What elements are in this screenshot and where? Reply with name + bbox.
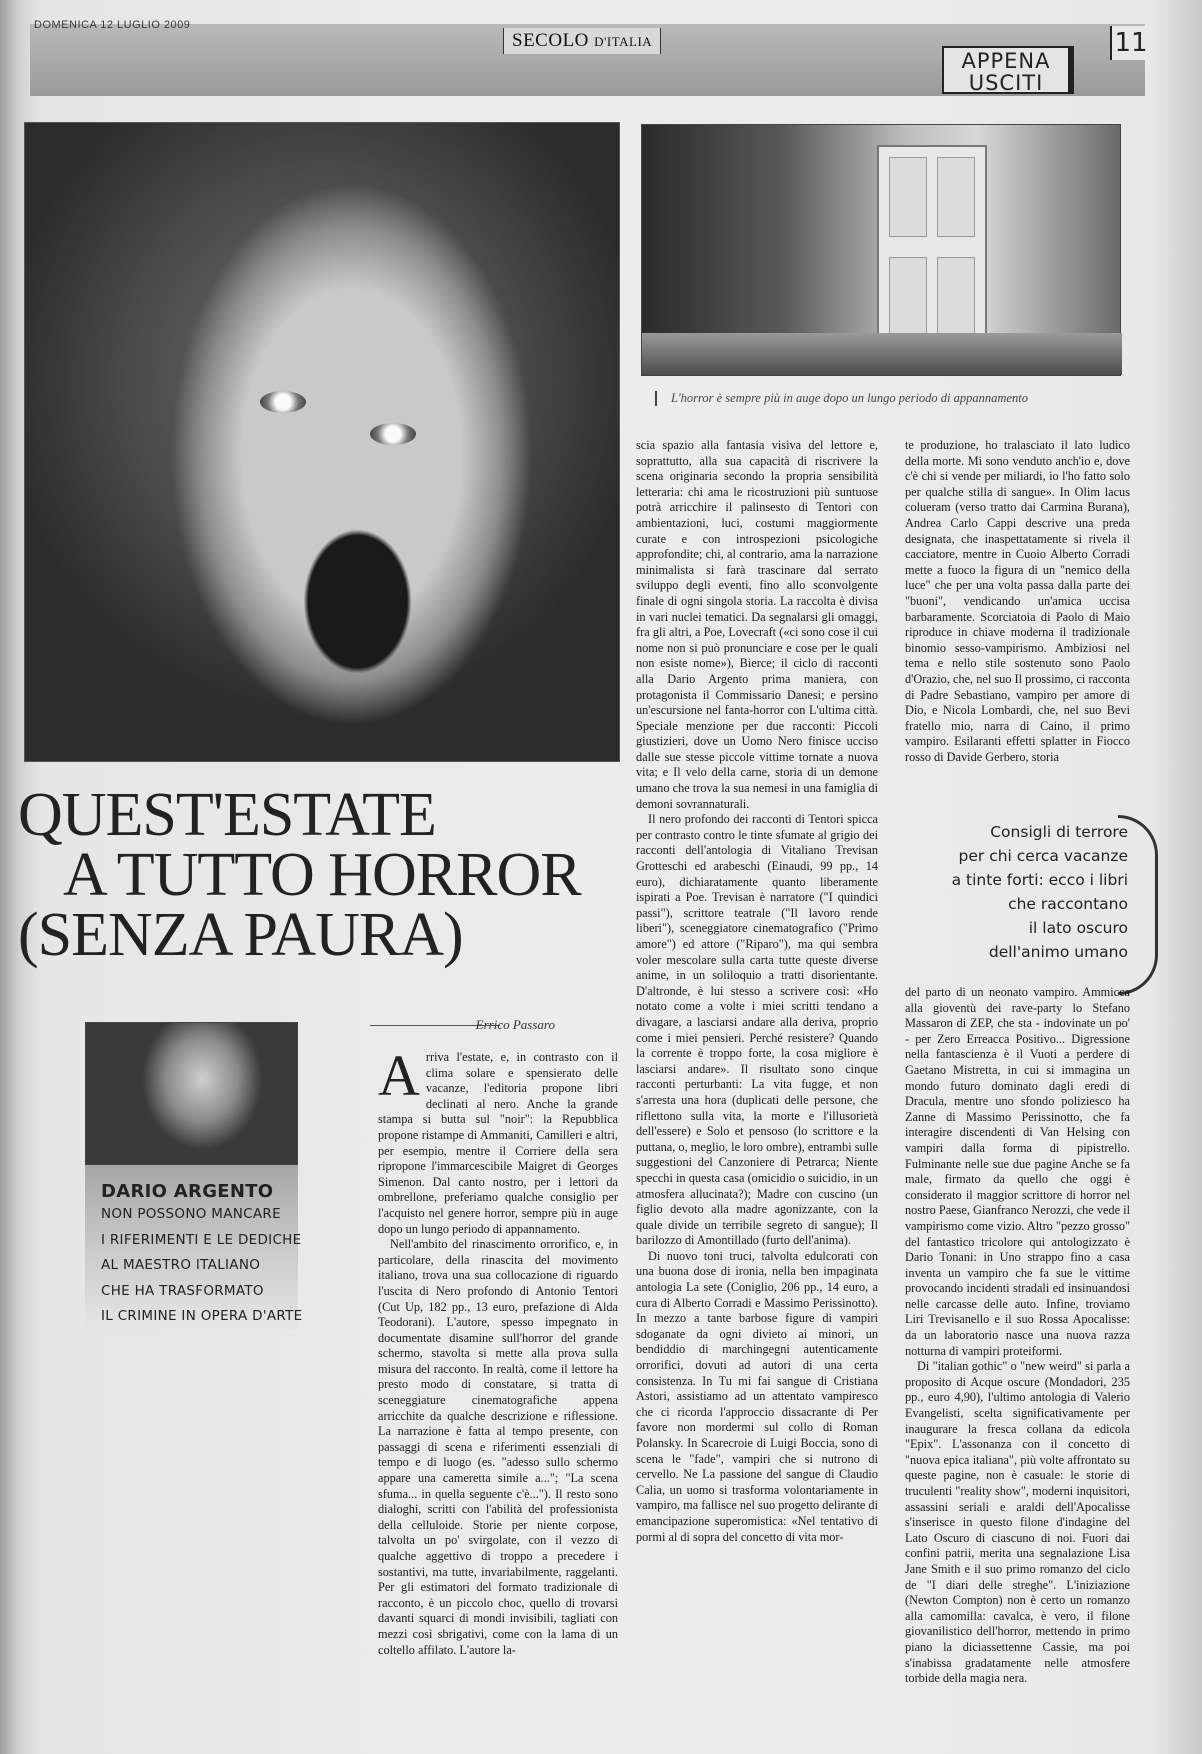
page-number: 11 <box>1110 26 1150 60</box>
headline-line3: (SENZA PAURA) <box>18 901 463 969</box>
door <box>877 145 987 353</box>
kicker-line: il lato oscuro <box>1028 919 1128 937</box>
newspaper-name <box>503 28 661 54</box>
argento-name: DARIO ARGENTO <box>101 1181 274 1202</box>
kicker-line: a tinte forti: ecco i libri <box>951 871 1128 889</box>
article-paragraph: Il nero profondo dei racconti di Tentori spicca per contrasto contro le tinte sfumate al grigio dei racconti dell'antologia di Vitaliano Trevisan Grotteschi ed arabeschi (Einaudi, 99 pp., 14 euro), dichiaratamente quanto liberamente ispirati a Poe. Trevisan è narratore ("I quindici passi"), scrittore teatrale ("Il lavoro rende liberi"), sceneggiatore cinematografico ("Primo amore") ed attore ("Riparo"), ma qui sembra voler mescolare sulla carta tutte queste diverse anime, in un soliloquio a tratti disorientante. D'altronde, è lui stesso a scrivere così: «Ho notato come a volte i miei scritti tendano a divagare, a lasciarsi andare alla deriva, proprio come i miei pensieri. Perché resistere? Quando la corrente è troppo forte, la cosa migliore è lasciarsi andare». Il risultato sono cinque racconti perturbanti: La vita fugge, et non s'arresta una hora (duplicati delle persone, che riflettono sulla vita, la morte e l'illusorietà dell'essere) e Solo et pensoso (lo scrittore e la puttana, o, meglio, le loro ombre), entrambi sulle suggestioni del Canzoniere di Petrarca; Niente specchi in questa casa (omicidio o suicidio, in un atmosfera allucinata?); Madre con cuscino (un figlio devoto alla madre agonizzante, con la quale divide un terribile segreto di sangue); Il barilozzo di Amontillado (furto dell'anima). <box>636 812 878 1248</box>
argento-caption-line: IL CRIMINE IN OPERA D'ARTE <box>101 1308 303 1324</box>
article-column-4 <box>905 985 1130 1740</box>
argento-caption-line: AL MAESTRO ITALIANO <box>101 1257 261 1273</box>
article-paragraph: te produzione, ho tralasciato il lato ludico della morte. Mi sono venduto anch'io e, dove c'è chi si vende per miliardi, io l'ho fatto solo per qualche stilla di sangue». In Olim lacus colueram (verso tratto dai Carmina Burana), Andrea Carlo Cappi descrive una preda designata, che inaspettatamente si rivela il cacciatore, mentre in Cuoio Alberto Corradi mette a fuoco la figura di un "nemico della luce" che per una volta passa dalla parte dei "buoni", vendicando un'amica uccisa barbaramente. Scorciatoia di Paolo di Maio riproduce in chiave moderna il tradizionale binomio sesso-vampirismo. Ambiziosi nel tema e nello stile sostenuto sono Paolo d'Orazio, che, nel suo Il prossimo, ci racconta di Padre Sebastiano, vampiro per amore di Dio, e Nicola Lombardi, che, nel suo Bevi fratello mio, narra di Caino, il primo vampiro. Esilaranti effetti splatter in Fiocco rosso di Davide Gerbero, storia <box>905 438 1130 764</box>
section-label-line2: USCITI <box>968 71 1044 95</box>
article-column-3 <box>905 438 1130 793</box>
article-column-2 <box>636 438 878 1740</box>
newspaper-name-main: SECOLO <box>512 30 589 51</box>
newspaper-name-small: D'ITALIA <box>594 34 653 49</box>
door-panel <box>889 157 927 237</box>
door-panel <box>937 257 975 337</box>
vampire-photo <box>24 122 620 762</box>
article-paragraph: scia spazio alla fantasia visiva del lettore e, soprattutto, alla sua capacità di riscrivere la scena originaria secondo la propria sensibilità letteraria: chi ama le ricostruzioni più suntuose potrà arricchire il palinsesto di Tentori con ambientazioni, luci, costumi maggiormente curate e con introspezioni psicologiche approfondite; chi, al contrario, ama la narrazione minimalista si farà trascinare dal serrato sviluppo degli eventi, fino allo sconvolgente finale di ogni singola storia. La raccolta è divisa in vari nuclei tematici. Da segnalarsi gli omaggi, fra gli altri, a Poe, Lovecraft («ci sono cose il cui nome non si può pronunciare e cose per le quali non esiste nome»), Bierce; il ciclo di racconti alla Dario Argento prima maniera, con protagonista il Commissario Danesi; e persino un'escursione nel fanta-horror con L'ultima città. Speciale menzione per due racconti: Piccoli giustizieri, dove un Uomo Nero finisce ucciso dalle sue stesse piccole vittime tornate a nuova vita; e Il velo della carne, storia di un demone umano che trova la sua nemesi in una famiglia di demoni sovrannaturali. <box>636 438 878 811</box>
kicker <box>900 820 1128 964</box>
argento-caption-line: NON POSSONO MANCARE <box>101 1206 281 1222</box>
article-paragraph: rriva l'estate, e, in contrasto con il clima solare e spensierato delle vacanze, l'editoria propone libri declinati al nero. Anche la grande stampa si butta sul "noir": la Repubblica propone ristampe di Ammaniti, Camilleri e altri, per esempio, mentre il Corriere della sera ripropone l'immarcescibile Maigret di Georges Simenon. Dal canto nostro, per i lettori da ombrellone, preferiamo qualche consiglio per l'acquisto nel genere horror, sempre più in auge dopo un lungo periodo di appannamento. <box>378 1050 618 1236</box>
section-label-line1: APPENA <box>961 49 1051 73</box>
door-panel <box>889 257 927 337</box>
article-paragraph: Di nuovo toni truci, talvolta edulcorati con una buona dose di ironia, nella ben impaginata antologia La sete (Coniglio, 206 pp., 14 euro, a cura di Alberto Corradi e Massimo Perissinotto). In mezzo a tante barbose figure di vampiri sdoganate da ogni divieto ai minori, un bendiddio di marchingegni autenticamente orrorifici, dovuti ad autori di una certa consistenza. In Tu mi fai sangue di Cristiana Astori, assistiamo ad un attentato vampiresco che ci ricorda l'approccio dissacrante di Per favore non mordermi sul collo di Roman Polansky. In Scarecroie di Luigi Boccia, sono di scena le "fade", vampiri che si nutrono di cervello. Ne La passione del sangue di Claudio Calia, un uomo si trasforma volontariamente in vampiro, ma fallisce nel suo progetto delirante di emancipazione superomistica: «Nel tentativo di pormi al di sopra del concetto di vita mor- <box>636 1248 878 1544</box>
section-label <box>942 46 1074 94</box>
vampire-eye-left <box>260 391 306 413</box>
byline: Errico Passaro <box>475 1017 555 1032</box>
argento-caption-line: I RIFERIMENTI E LE DEDICHE <box>101 1231 302 1248</box>
door-panel <box>937 157 975 237</box>
headline-line2: A TUTTO HORROR <box>63 841 581 909</box>
headline-line1: QUEST'ESTATE <box>18 781 436 849</box>
article-paragraph: Di "italian gothic" o "new weird" si parla a proposito di Acque oscure (Mondadori, 235 pp., euro 4,90), l'ultimo antologia di Valerio Evangelisti, scelta significativamente per inaugurare la fresca collana da edicola "Epix". L'assonanza con il concetto di "nuova epica italiana", più volte affrontato su queste pagine, non è casuale: le storie di truculenti "reality show", moderni inquisitori, assassini seriali e araldi dell'Apocalisse s'inserisce in questo filone d'indagine del Lato Oscuro di ciascuno di noi. Fuori dai confini patrii, merita una segnalazione Lisa Jane Smith e il suo primo romanzo del ciclo de "I diari delle streghe". L'iniziazione (Newton Compton) non è certo un romanzo alla camomilla: cavalca, è vero, il filone giovanilistico dell'horror, mettendo in primo piano la diciassettenne Cassie, ma poi s'inabissa gradatamente nelle atmosfere torbide della magia nera. <box>905 1359 1130 1686</box>
headline <box>18 781 658 969</box>
door-photo-caption: L'horror è sempre più in auge dopo un lungo periodo di appannamento <box>655 391 1115 406</box>
floor <box>642 333 1122 375</box>
argento-caption-box <box>85 1165 303 1330</box>
dropcap: A <box>378 1050 420 1108</box>
header-date: DOMENICA 12 LUGLIO 2009 <box>34 19 191 31</box>
kicker-line: per chi cerca vacanze <box>958 847 1128 865</box>
article-column-1 <box>378 1050 618 1740</box>
kicker-bracket <box>1118 815 1158 995</box>
article-paragraph: del parto di un neonato vampiro. Ammicca alla gioventù dei rave-party lo Stefano Massaron di ZEP, che sta - indovinate un po' - per Zero Erreacca Positivo... Digressione nella fantascienza è il Vuoti a perdere di Gaetano Mistretta, in cui si immagina un mondo futuro dominato dagli eredi di Dracula, mentre uno sfondo poliziesco ha Zanne di Massimo Perissinotto, che fa interagire discendenti di Van Helsing con vampiri dalla forma di pipistrello. Fulminante nelle sue due pagine Anche se fa male, firmato da quello che oggi è considerato il maggior scrittore di horror nel nostro Paese, Gianfranco Nerozzi, che vede il vampirismo come vizio. Altro "pezzo grosso" del fantastico tricolore qui antologizzato è Dario Tonani: in Uno strappo fino a casa inventa un vampiro che fa sue le vittime provocando incidenti stradali ed insinuandosi nelle carcasse delle auto. Infine, troviamo Liri Trevisanello e il suo Rossa Apocalisse: da un laboratorio nasce una nuova razza notturna di vampiri proteiformi. <box>905 985 1130 1358</box>
article-paragraph: Nell'ambito del rinascimento orrorifico, e, in particolare, della rinascita del movimento italiano, trova una sua collocazione di riguardo l'uscita di Nero profondo di Antonio Tentori (Cut Up, 182 pp., 13 euro, prefazione di Alda Teodorani). L'autore, spesso impegnato in documentate disamine sull'horror del grande schermo, stavolta si mette alla prova sulla misura del racconto. In realtà, come il lettore ha presto modo di constatare, si tratta di sceneggiature cinematografiche appena arricchite da qualche descrizione e riflessione. La narrazione è fatta al tempo presente, con passaggi di scena e riferimenti essenziali di tempo e di luogo (es. "adesso sullo schermo appare una cameretta simile a..."; "La scena sfuma... in quella seguente c'è..."). Il resto sono dialoghi, scritti con l'abilità del professionista della celluloide. Storie per niente corpose, talvolta un po' svirgolate, con il vezzo di qualche aggettivo di troppo a precedere i sostantivi, ma tutte, invariabilmente, raggelanti. Per gli estimatori del formato tradizionale di racconto, è un piccolo choc, quello di trovarsi davanti squarci di mondi invisibili, tagliati con mezzi così sbrigativi, come con la lama di un coltello affilato. L'autore la- <box>378 1237 618 1657</box>
argento-caption-line: CHE HA TRASFORMATO <box>101 1282 264 1299</box>
door-photo <box>641 124 1121 376</box>
kicker-line: Consigli di terrore <box>990 823 1128 841</box>
kicker-line: che raccontano <box>1008 895 1128 913</box>
vampire-eye-right <box>370 423 416 445</box>
argento-photo <box>85 1022 298 1165</box>
kicker-line: dell'animo umano <box>988 943 1128 961</box>
